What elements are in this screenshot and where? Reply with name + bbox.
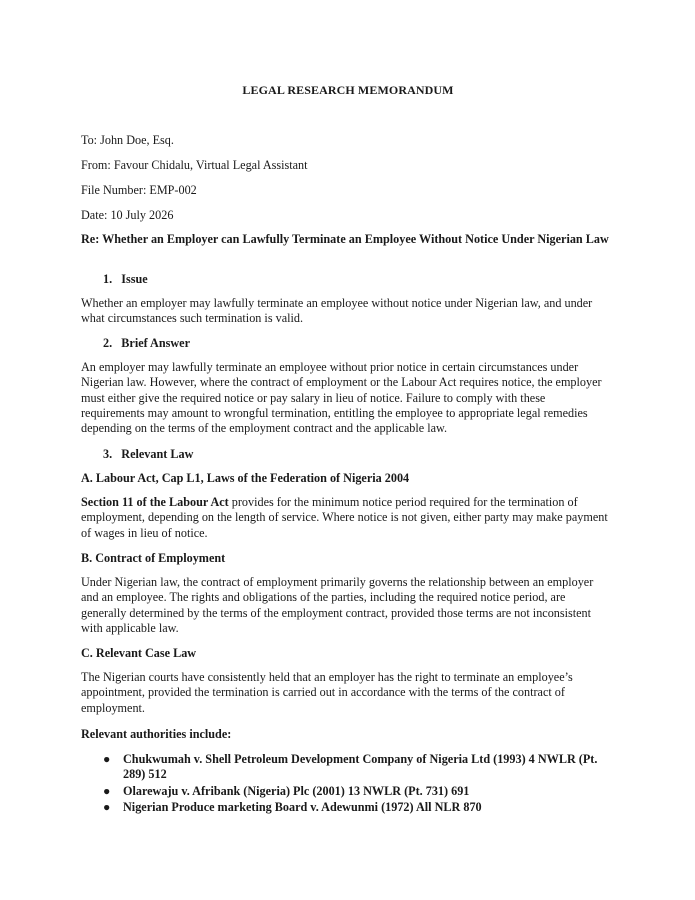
body-labour-act-text: provides for the minimum notice period required for the termination of employment, depending on the length of service. Where notice is not given, either party may make payment of wages in lieu of notice.: [81, 495, 608, 540]
section-body-issue: Whether an employer may lawfully terminate an employee without notice under Nigerian law, and under what circumstances such termination is valid.: [81, 296, 593, 326]
list-item: [81, 752, 613, 783]
body-case-law: The Nigerian courts have consistently held that an employer has the right to terminate an employee’s appointment, provided the termination is carried out in accordance with the terms of the contract of employment.: [81, 670, 573, 715]
bullet-icon: ●: [103, 799, 111, 814]
list-item: [81, 784, 613, 799]
list-item: [81, 800, 613, 815]
subheading-labour-act: A. Labour Act, Cap L1, Laws of the Federation of Nigeria 2004: [81, 471, 410, 485]
section-heading-issue: 1. Issue: [103, 272, 148, 286]
section-heading-brief-answer: 2. Brief Answer: [103, 336, 190, 350]
body-labour-act: [81, 495, 611, 541]
memo-title: LEGAL RESEARCH MEMORANDUM: [242, 83, 454, 97]
memo-date: Date: 10 July 2026: [81, 208, 174, 222]
subheading-case-law: C. Relevant Case Law: [81, 646, 197, 660]
bullet-icon: ●: [103, 783, 111, 798]
subheading-contract: B. Contract of Employment: [81, 551, 226, 565]
section-11-reference: Section 11 of the Labour Act: [81, 495, 229, 509]
authorities-list: [81, 752, 615, 816]
authority-citation: Chukwumah v. Shell Petroleum Development Company of Nigeria Ltd (1993) 4 NWLR (Pt. 289) 512: [123, 752, 598, 782]
section-body-brief-answer: An employer may lawfully terminate an employee without prior notice in certain circumstances under Nigerian law. However, where the contract of employment or the Labour Act requires notice, the employer must either give the required notice or pay salary in lieu of notice. Failure to comply with these requirements may amount to wrongful termination, entitling the employee to appropriate legal remedies depending on the terms of the employment contract and the applicable law.: [81, 360, 602, 436]
memo-from: From: Favour Chidalu, Virtual Legal Assistant: [81, 158, 308, 172]
authorities-heading: Relevant authorities include:: [81, 727, 232, 741]
memo-file-number: File Number: EMP-002: [81, 183, 197, 197]
body-contract: Under Nigerian law, the contract of employment primarily governs the relationship between an employer and an employee. The rights and obligations of the parties, including the required notice period, are generally determined by the terms of the employment contract, provided those terms are not inconsistent with applicable law.: [81, 575, 594, 635]
memo-re-line: Re: Whether an Employer can Lawfully Terminate an Employee Without Notice Under Nigerian Law: [81, 232, 609, 246]
authority-citation: Olarewaju v. Afribank (Nigeria) Plc (2001) 13 NWLR (Pt. 731) 691: [123, 783, 470, 798]
memo-to: To: John Doe, Esq.: [81, 133, 174, 147]
section-heading-relevant-law: 3. Relevant Law: [103, 447, 194, 461]
authority-citation: Nigerian Produce marketing Board v. Adewunmi (1972) All NLR 870: [123, 799, 482, 814]
bullet-icon: ●: [103, 752, 111, 766]
